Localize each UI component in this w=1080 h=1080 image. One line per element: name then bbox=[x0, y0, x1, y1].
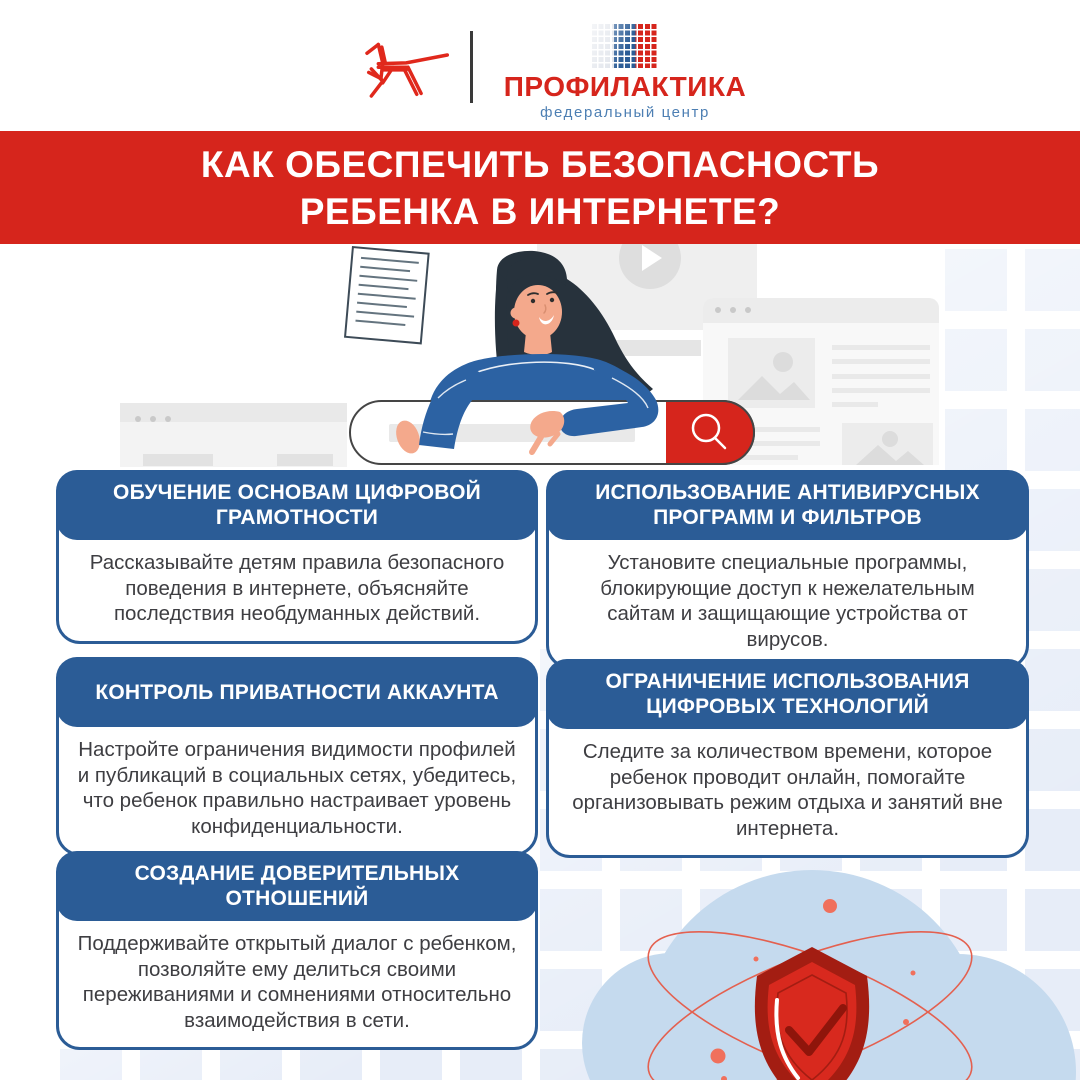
illustration bbox=[0, 244, 1080, 470]
logo-divider bbox=[470, 31, 473, 103]
card-screen-time bbox=[546, 659, 1029, 858]
title-line-2: РЕБЕНКА В ИНТЕРНЕТЕ? bbox=[299, 190, 781, 232]
card-screen-time-body: Следите за количеством времени, которое ребенок проводит онлайн, помогайте организовывать режим отдыха и занятий вне интернета. bbox=[572, 740, 1003, 840]
card-digital-literacy bbox=[56, 470, 538, 644]
card-digital-literacy-title: ОБУЧЕНИЕ ОСНОВАМ ЦИФРОВОЙ ГРАМОТНОСТИ bbox=[56, 470, 538, 540]
card-trust-body: Поддерживайте открытый диалог с ребенком, позволяйте ему делиться своими переживаниями и сомнениями относительно взаимодействия в сети. bbox=[77, 932, 517, 1032]
card-antivirus bbox=[546, 470, 1029, 669]
chair-logo-icon bbox=[360, 34, 456, 110]
card-privacy-control bbox=[56, 657, 538, 856]
title-line-1: КАК ОБЕСПЕЧИТЬ БЕЗОПАСНОСТЬ bbox=[200, 143, 880, 185]
header bbox=[0, 0, 1080, 131]
card-screen-time-title: ОГРАНИЧЕНИЕ ИСПОЛЬЗОВАНИЯ ЦИФРОВЫХ ТЕХНОЛОГИЙ bbox=[546, 659, 1029, 729]
org-logo bbox=[500, 24, 750, 122]
pointing-hand bbox=[530, 411, 564, 452]
pixel-flag-icon bbox=[592, 24, 658, 68]
card-antivirus-body: Установите специальные программы, блокирующие доступ к нежелательным сайтам и защищающие устройства от вирусов. bbox=[600, 551, 975, 651]
org-tagline: федеральный центр bbox=[540, 104, 710, 121]
org-name: ПРОФИЛАКТИКА bbox=[503, 71, 747, 102]
card-privacy-control-body: Настройте ограничения видимости профилей и публикаций в социальных сетях, убедитесь, что ребенок правильно настраивает уровень конфиденциальности. bbox=[77, 738, 517, 838]
card-antivirus-title: ИСПОЛЬЗОВАНИЕ АНТИВИРУСНЫХ ПРОГРАММ И ФИЛЬТРОВ bbox=[546, 470, 1029, 540]
woman-arms bbox=[0, 244, 1080, 470]
card-digital-literacy-body: Рассказывайте детям правила безопасного поведения в интернете, объясняйте последствия необдуманных действий. bbox=[89, 551, 505, 625]
card-trust bbox=[56, 851, 538, 1050]
card-trust-title: СОЗДАНИЕ ДОВЕРИТЕЛЬНЫХ ОТНОШЕНИЙ bbox=[56, 851, 538, 921]
card-privacy-control-title: КОНТРОЛЬ ПРИВАТНОСТИ АККАУНТА bbox=[56, 657, 538, 727]
title-banner bbox=[0, 131, 1080, 244]
